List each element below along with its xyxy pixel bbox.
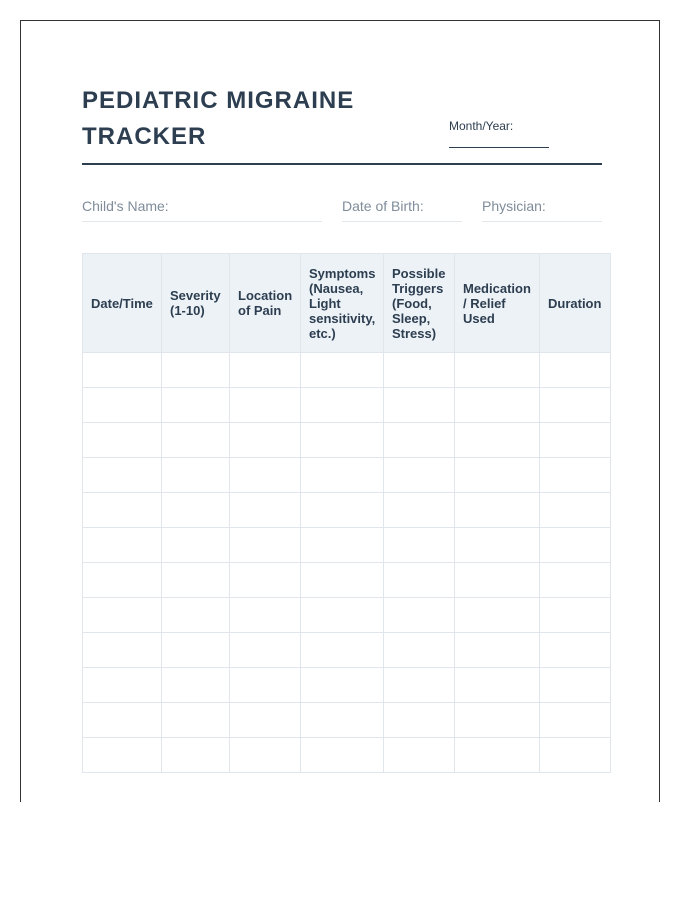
table-cell[interactable] (230, 598, 301, 633)
table-body (83, 353, 611, 773)
table-cell[interactable] (540, 388, 611, 423)
table-cell[interactable] (83, 633, 162, 668)
table-cell[interactable] (162, 703, 230, 738)
table-cell[interactable] (162, 668, 230, 703)
table-row (83, 353, 611, 388)
column-header-date-time: Date/Time (83, 254, 162, 353)
table-cell[interactable] (540, 633, 611, 668)
table-cell[interactable] (455, 668, 540, 703)
table-row (83, 633, 611, 668)
physician-field[interactable]: Physician: (482, 197, 602, 222)
table-cell[interactable] (455, 703, 540, 738)
table-cell[interactable] (540, 563, 611, 598)
table-row (83, 493, 611, 528)
column-header-medication: Medication / Relief Used (455, 254, 540, 353)
title-divider (82, 163, 602, 165)
table-cell[interactable] (301, 563, 384, 598)
table-cell[interactable] (455, 598, 540, 633)
table-cell[interactable] (455, 738, 540, 773)
table-row (83, 668, 611, 703)
table-cell[interactable] (384, 598, 455, 633)
table-cell[interactable] (301, 668, 384, 703)
table-cell[interactable] (162, 388, 230, 423)
table-row (83, 598, 611, 633)
table-cell[interactable] (455, 493, 540, 528)
table-cell[interactable] (230, 738, 301, 773)
table-cell[interactable] (540, 423, 611, 458)
date-of-birth-field[interactable]: Date of Birth: (342, 197, 462, 222)
table-cell[interactable] (83, 458, 162, 493)
table-cell[interactable] (301, 353, 384, 388)
table-cell[interactable] (230, 633, 301, 668)
table-cell[interactable] (455, 388, 540, 423)
column-header-symptoms: Symptoms (Nausea, Light sensitivity, etc.) (301, 254, 384, 353)
table-row (83, 738, 611, 773)
table-cell[interactable] (384, 388, 455, 423)
table-cell[interactable] (301, 633, 384, 668)
table-cell[interactable] (83, 528, 162, 563)
table-cell[interactable] (162, 423, 230, 458)
table-cell[interactable] (83, 703, 162, 738)
table-cell[interactable] (230, 703, 301, 738)
table-cell[interactable] (83, 423, 162, 458)
table-cell[interactable] (230, 458, 301, 493)
column-header-triggers: Possible Triggers (Food, Sleep, Stress) (384, 254, 455, 353)
table-row (83, 458, 611, 493)
month-year-label: Month/Year: (449, 119, 514, 133)
table-cell[interactable] (162, 458, 230, 493)
table-cell[interactable] (162, 633, 230, 668)
table-cell[interactable] (384, 563, 455, 598)
table-cell[interactable] (384, 738, 455, 773)
table-cell[interactable] (162, 563, 230, 598)
table-cell[interactable] (301, 738, 384, 773)
table-cell[interactable] (162, 528, 230, 563)
table-row (83, 388, 611, 423)
table-cell[interactable] (540, 353, 611, 388)
table-cell[interactable] (384, 353, 455, 388)
table-cell[interactable] (83, 738, 162, 773)
month-year-input-line[interactable] (449, 147, 549, 148)
table-cell[interactable] (83, 388, 162, 423)
table-row (83, 563, 611, 598)
table-cell[interactable] (384, 493, 455, 528)
table-cell[interactable] (162, 738, 230, 773)
child-name-field[interactable]: Child's Name: (82, 197, 322, 222)
table-cell[interactable] (384, 528, 455, 563)
table-cell[interactable] (540, 598, 611, 633)
table-cell[interactable] (230, 493, 301, 528)
table-cell[interactable] (540, 668, 611, 703)
table-cell[interactable] (83, 493, 162, 528)
table-cell[interactable] (540, 528, 611, 563)
table-row (83, 423, 611, 458)
table-cell[interactable] (301, 493, 384, 528)
table-cell[interactable] (301, 423, 384, 458)
table-cell[interactable] (301, 528, 384, 563)
table-cell[interactable] (384, 668, 455, 703)
table-cell[interactable] (455, 563, 540, 598)
table-cell[interactable] (301, 458, 384, 493)
table-cell[interactable] (162, 493, 230, 528)
table-cell[interactable] (83, 563, 162, 598)
table-cell[interactable] (83, 668, 162, 703)
table-cell[interactable] (540, 703, 611, 738)
table-cell[interactable] (455, 528, 540, 563)
table-cell[interactable] (230, 563, 301, 598)
table-cell[interactable] (540, 738, 611, 773)
column-header-duration: Duration (540, 254, 611, 353)
table-cell[interactable] (384, 633, 455, 668)
table-cell[interactable] (301, 598, 384, 633)
month-year-field (449, 119, 551, 148)
table-cell[interactable] (384, 423, 455, 458)
table-cell[interactable] (230, 353, 301, 388)
column-header-severity: Severity (1-10) (162, 254, 230, 353)
column-header-location: Location of Pain (230, 254, 301, 353)
table-cell[interactable] (83, 598, 162, 633)
table-cell[interactable] (540, 458, 611, 493)
table-cell[interactable] (162, 353, 230, 388)
table-cell[interactable] (301, 388, 384, 423)
tracker-sheet (20, 20, 660, 802)
table-cell[interactable] (384, 703, 455, 738)
table-cell[interactable] (384, 458, 455, 493)
table-cell[interactable] (230, 528, 301, 563)
table-header-row (83, 254, 611, 353)
table-cell[interactable] (455, 458, 540, 493)
table-cell[interactable] (230, 668, 301, 703)
table-row (83, 703, 611, 738)
table-cell[interactable] (540, 493, 611, 528)
table-cell[interactable] (83, 353, 162, 388)
table-cell[interactable] (455, 423, 540, 458)
table-cell[interactable] (455, 353, 540, 388)
table-row (83, 528, 611, 563)
table-cell[interactable] (301, 703, 384, 738)
table-cell[interactable] (455, 633, 540, 668)
migraine-log-table (82, 253, 611, 773)
page-title: PEDIATRIC MIGRAINE TRACKER (82, 87, 355, 150)
table-cell[interactable] (230, 423, 301, 458)
table-cell[interactable] (230, 388, 301, 423)
table-cell[interactable] (162, 598, 230, 633)
